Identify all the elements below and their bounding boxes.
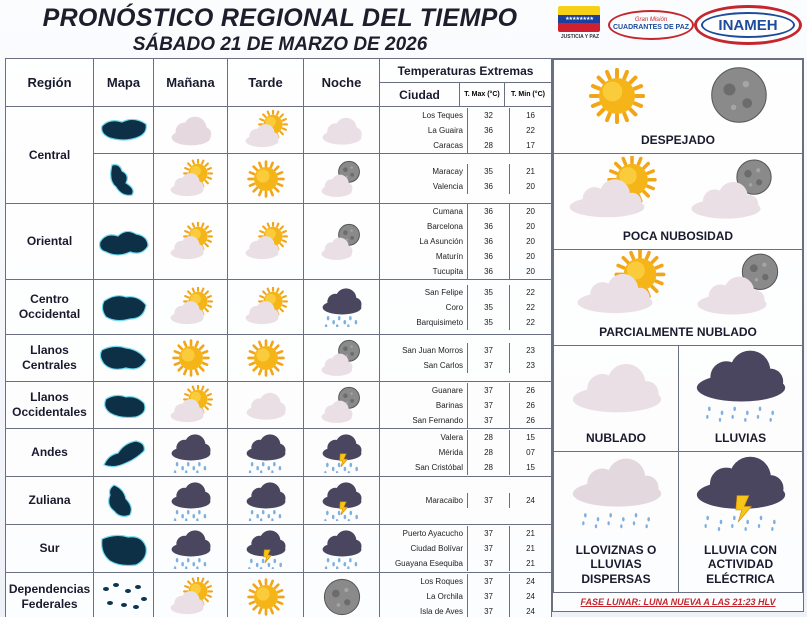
region-map: [94, 107, 154, 154]
city-temperatures: [380, 573, 552, 617]
city-name: Valencia: [432, 181, 464, 191]
city-tmin: 07: [509, 445, 551, 460]
city-row: [380, 123, 551, 138]
city-tmin: 22: [509, 315, 551, 330]
cloud-icon: [320, 110, 364, 150]
city-tmax: 36: [467, 234, 509, 249]
forecast-manana: [154, 107, 228, 154]
city-tmin: 24: [509, 604, 551, 617]
header-temperaturas: Temperaturas Extremas: [380, 59, 552, 83]
header-noche: Noche: [304, 59, 380, 107]
city-name: Caracas: [433, 140, 464, 150]
city-row: [380, 164, 551, 179]
city-tmax: 37: [467, 358, 509, 373]
header-tmax: T. Max (°C): [460, 83, 505, 107]
city-tmin: 26: [509, 383, 551, 398]
rain-icon: [169, 481, 213, 521]
city-name: Coro: [445, 302, 464, 312]
city-name: Maracay: [432, 166, 464, 176]
city-row: [380, 383, 551, 398]
city-name: La Orchila: [426, 592, 464, 601]
city-tmin: 21: [509, 164, 551, 179]
forecast-manana: [154, 154, 228, 204]
city-name: Mérida: [438, 448, 464, 457]
city-tmax: 28: [467, 138, 509, 153]
moon-cloud-icon: [691, 160, 771, 219]
city-name: Maracaibo: [425, 496, 464, 505]
legend-lluvias: [678, 345, 803, 452]
sun-icon: [244, 338, 288, 378]
moon-cloud-icon: [320, 338, 364, 378]
region-name: Centro Occidental: [6, 280, 94, 335]
city-name: San Cristóbal: [414, 463, 464, 472]
city-temperatures: [380, 382, 552, 429]
legend-despejado: [553, 59, 803, 154]
city-tmin: 22: [509, 285, 551, 300]
city-row: [380, 541, 551, 556]
sun-partly-icon: [244, 222, 288, 262]
forecast-noche: [304, 280, 380, 335]
city-name: San Fernando: [412, 415, 464, 425]
legend-label-electrica-1: LLUVIA CON: [704, 542, 777, 557]
city-tmin: 21: [509, 556, 551, 571]
region-map-icon: [96, 433, 152, 473]
city-name: Isla de Aves: [420, 607, 464, 616]
city-row: [380, 204, 551, 219]
city-name: Barquisimeto: [416, 317, 464, 327]
table-row: [6, 429, 552, 477]
legend-nublado: [553, 345, 679, 452]
city-tmax: 35: [467, 164, 509, 179]
rain-icon: [691, 348, 791, 426]
city-tmin: 15: [509, 460, 551, 475]
cuadrantes-de-paz-logo: Gran Misión CUADRANTES DE PAZ: [608, 10, 694, 42]
city-tmin: 26: [509, 413, 551, 428]
inameh-logo: INAMEH: [694, 5, 802, 45]
city-name: Valera: [440, 433, 464, 442]
city-name: Maturín: [435, 252, 464, 261]
cloud-icon: [244, 385, 288, 425]
moon-icon: [320, 577, 364, 617]
city-tmin: 26: [509, 398, 551, 413]
venezuela-flag-icon: ★★★★★★★★: [558, 6, 600, 32]
sun-partly-icon: [566, 156, 666, 222]
forecast-tarde: [228, 573, 304, 617]
region-map-icon: [96, 481, 152, 521]
city-name: Guayana Esequiba: [394, 559, 464, 568]
city-tmax: 36: [467, 123, 509, 138]
forecast-noche: [304, 335, 380, 382]
logos-bar: [556, 4, 804, 48]
header-mapa: Mapa: [94, 59, 154, 107]
region-map: [94, 477, 154, 525]
legend-label-nublado: NUBLADO: [586, 430, 646, 445]
city-temperatures: [380, 477, 552, 525]
region-map-icon: [96, 110, 152, 150]
city-row: [380, 493, 551, 508]
region-map: [94, 573, 154, 617]
sun-partly-icon: [169, 222, 213, 262]
region-map: [94, 335, 154, 382]
forecast-noche: [304, 382, 380, 429]
forecast-noche: [304, 107, 380, 154]
region-name: Central: [6, 107, 94, 204]
city-temperatures: [380, 107, 552, 154]
legend-label-lloviznas-1: LLOVIZNAS O: [575, 542, 657, 557]
table-row: [6, 525, 552, 573]
region-map-icon: [96, 338, 152, 378]
region-name: Andes: [6, 429, 94, 477]
city-name: Barcelona: [426, 222, 464, 231]
city-tmax: 37: [467, 343, 509, 358]
forecast-manana: [154, 573, 228, 617]
sun-icon: [244, 159, 288, 199]
city-row: [380, 526, 551, 541]
sun-icon: [584, 66, 650, 126]
cloud-icon: [573, 364, 661, 412]
moon-phase-note: FASE LUNAR: LUNA NUEVA A LAS 21:23 HLV: [580, 597, 776, 607]
sun-icon: [169, 338, 213, 378]
city-name: Cumana: [432, 207, 464, 216]
city-tmin: 20: [509, 264, 551, 279]
sun-partly-icon: [570, 157, 655, 217]
legend-label-parcialmente-nublado: PARCIALMENTE NUBLADO: [599, 324, 757, 339]
table-row: [6, 280, 552, 335]
city-name: La Asunción: [419, 237, 464, 246]
legend-label-lloviznas-3: DISPERSAS: [581, 571, 651, 586]
city-tmin: 23: [509, 358, 551, 373]
header-manana: Mañana: [154, 59, 228, 107]
region-name: Oriental: [6, 204, 94, 280]
drizzle-icon: [567, 456, 667, 532]
city-tmax: 35: [467, 300, 509, 315]
city-name: Los Teques: [422, 110, 464, 120]
sun-partly-icon: [578, 251, 664, 313]
city-row: [380, 445, 551, 460]
city-tmax: 36: [467, 204, 509, 219]
city-row: [380, 315, 551, 330]
region-map-icon: [96, 222, 152, 262]
city-tmax: 37: [467, 413, 509, 428]
city-tmax: 28: [467, 460, 509, 475]
city-tmax: 37: [467, 493, 509, 508]
city-row: [380, 574, 551, 589]
region-map: [94, 154, 154, 204]
city-tmin: 22: [509, 300, 551, 315]
storm-icon: [691, 454, 791, 534]
city-tmax: 37: [467, 604, 509, 617]
city-tmin: 24: [509, 589, 551, 604]
city-tmin: 16: [509, 108, 551, 123]
city-tmax: 28: [467, 445, 509, 460]
sun-partly-icon: [169, 287, 213, 327]
legend-label-electrica-2: ACTIVIDAD: [707, 557, 774, 572]
region-name: Zuliana: [6, 477, 94, 525]
legend-poca-nubosidad: [553, 153, 803, 250]
city-name: Los Roques: [420, 577, 464, 586]
city-row: [380, 556, 551, 571]
forecast-manana: [154, 429, 228, 477]
city-temperatures: [380, 335, 552, 382]
region-map-icon: [96, 529, 152, 569]
city-tmax: 37: [467, 556, 509, 571]
moon-cloud-icon: [688, 156, 788, 222]
city-row: [380, 398, 551, 413]
legend-lloviznas: [553, 451, 679, 593]
region-name: Llanos Centrales: [6, 335, 94, 382]
city-tmax: 37: [467, 589, 509, 604]
legend-label-lluvias: LLUVIAS: [714, 430, 767, 445]
region-map-icon: [96, 287, 152, 327]
table-row: [6, 477, 552, 525]
region-map-icon: [96, 385, 152, 425]
header-tmin: T. Min (°C): [505, 83, 552, 107]
city-row: [380, 138, 551, 153]
moon-cloud-icon: [694, 250, 794, 318]
legend-label-electrica-3: ELÉCTRICA: [706, 571, 775, 586]
moon-cloud-icon: [697, 254, 777, 314]
forecast-tarde: [228, 107, 304, 154]
forecast-manana: [154, 525, 228, 573]
forecast-tarde: [228, 204, 304, 280]
forecast-tarde: [228, 525, 304, 573]
sun-icon: [244, 577, 288, 617]
city-row: [380, 358, 551, 373]
city-name: San Juan Morros: [402, 346, 464, 355]
city-name: Tucupita: [432, 267, 464, 276]
city-row: [380, 460, 551, 475]
table-row: [6, 204, 552, 280]
storm-icon: [320, 433, 364, 473]
legend-panel: [552, 58, 804, 612]
city-row: [380, 234, 551, 249]
page-title: PRONÓSTICO REGIONAL DEL TIEMPO: [42, 4, 518, 32]
city-row: [380, 300, 551, 315]
table-row: [6, 335, 552, 382]
city-row: [380, 343, 551, 358]
city-tmin: 20: [509, 249, 551, 264]
city-row: [380, 430, 551, 445]
rain-icon: [320, 529, 364, 569]
sun-icon: [591, 70, 643, 122]
forecast-noche: [304, 573, 380, 617]
rain-icon: [244, 481, 288, 521]
city-name: Ciudad Bolívar: [410, 544, 464, 553]
city-tmin: 21: [509, 526, 551, 541]
sun-partly-icon: [244, 110, 288, 150]
city-tmax: 37: [467, 398, 509, 413]
forecast-noche: [304, 204, 380, 280]
region-map: [94, 429, 154, 477]
table-row: [6, 382, 552, 429]
city-row: [380, 604, 551, 617]
city-tmin: 22: [509, 123, 551, 138]
partly-cloudy-icon: [169, 110, 213, 150]
forecast-tarde: [228, 477, 304, 525]
city-tmax: 28: [467, 430, 509, 445]
forecast-tarde: [228, 280, 304, 335]
city-tmax: 36: [467, 219, 509, 234]
city-tmin: 23: [509, 343, 551, 358]
city-name: San Carlos: [423, 361, 464, 370]
legend-parcialmente-nublado: [553, 249, 803, 346]
rain-icon: [169, 433, 213, 473]
city-name: San Felipe: [424, 287, 464, 297]
city-temperatures: [380, 204, 552, 280]
table-row: [6, 573, 552, 617]
city-tmax: 37: [467, 383, 509, 398]
forecast-manana: [154, 382, 228, 429]
region-map-icon: [96, 577, 152, 617]
city-temperatures: [380, 429, 552, 477]
city-tmax: 37: [467, 574, 509, 589]
rain-icon: [320, 287, 364, 327]
city-tmin: 24: [509, 493, 551, 508]
city-tmin: 20: [509, 234, 551, 249]
city-row: [380, 249, 551, 264]
forecast-manana: [154, 335, 228, 382]
page-date: SÁBADO 21 DE MARZO DE 2026: [132, 34, 428, 55]
moon-cloud-icon: [320, 222, 364, 262]
forecast-tarde: [228, 429, 304, 477]
flag-caption: JUSTICIA Y PAZ: [560, 34, 600, 40]
forecast-tarde: [228, 335, 304, 382]
city-temperatures: [380, 525, 552, 573]
city-tmin: 15: [509, 430, 551, 445]
city-row: [380, 219, 551, 234]
sun-partly-icon: [169, 577, 213, 617]
city-name: La Guaira: [427, 125, 464, 135]
forecast-noche: [304, 154, 380, 204]
city-row: [380, 589, 551, 604]
city-tmax: 36: [467, 264, 509, 279]
city-row: [380, 285, 551, 300]
rain-icon: [169, 529, 213, 569]
sun-partly-icon: [574, 250, 674, 318]
city-tmin: 20: [509, 204, 551, 219]
city-tmin: 20: [509, 219, 551, 234]
legend-actividad-electrica: [678, 451, 803, 593]
city-tmax: 35: [467, 285, 509, 300]
storm-icon: [320, 481, 364, 521]
header: [30, 4, 530, 56]
header-tarde: Tarde: [228, 59, 304, 107]
sun-partly-icon: [169, 159, 213, 199]
city-tmin: 21: [509, 541, 551, 556]
rain-icon: [244, 433, 288, 473]
moon-cloud-icon: [320, 159, 364, 199]
region-map: [94, 525, 154, 573]
city-row: [380, 264, 551, 279]
sun-partly-icon: [169, 385, 213, 425]
region-map: [94, 382, 154, 429]
table-row: [6, 107, 552, 154]
city-tmax: 32: [467, 108, 509, 123]
region-map: [94, 204, 154, 280]
legend-label-despejado: DESPEJADO: [640, 132, 716, 147]
forecast-manana: [154, 204, 228, 280]
cloud-icon: [567, 350, 667, 422]
city-name: Puerto Ayacucho: [402, 529, 464, 538]
region-name: Dependencias Federales: [6, 573, 94, 617]
forecast-manana: [154, 280, 228, 335]
forecast-noche: [304, 429, 380, 477]
region-name: Llanos Occidentales: [6, 382, 94, 429]
header-region: Región: [6, 59, 94, 107]
rain-icon: [697, 351, 785, 422]
city-tmin: 24: [509, 574, 551, 589]
city-row: [380, 108, 551, 123]
city-tmax: 36: [467, 179, 509, 194]
legend-label-poca-nubosidad: POCA NUBOSIDAD: [622, 228, 734, 243]
forecast-tarde: [228, 382, 304, 429]
moon-cloud-icon: [320, 385, 364, 425]
legend-label-lloviznas-2: LLUVIAS: [590, 557, 642, 572]
city-tmin: 17: [509, 138, 551, 153]
forecast-table: [5, 58, 552, 617]
storm-icon: [244, 529, 288, 569]
forecast-noche: [304, 525, 380, 573]
sun-partly-icon: [244, 287, 288, 327]
moon-icon: [712, 68, 767, 123]
city-tmax: 36: [467, 249, 509, 264]
drizzle-icon: [573, 459, 661, 529]
city-tmin: 20: [509, 179, 551, 194]
city-temperatures: [380, 154, 552, 204]
city-tmax: 35: [467, 315, 509, 330]
forecast-tarde: [228, 154, 304, 204]
forecast-noche: [304, 477, 380, 525]
header-ciudad: Ciudad: [380, 83, 460, 107]
region-map: [94, 280, 154, 335]
region-map-icon: [96, 159, 152, 199]
city-name: Barinas: [435, 400, 464, 410]
city-name: Guanare: [431, 385, 464, 395]
city-row: [380, 179, 551, 194]
city-row: [380, 413, 551, 428]
city-tmax: 37: [467, 526, 509, 541]
forecast-manana: [154, 477, 228, 525]
storm-icon: [697, 457, 785, 531]
city-tmax: 37: [467, 541, 509, 556]
city-temperatures: [380, 280, 552, 335]
moon-icon: [706, 64, 772, 126]
region-name: Sur: [6, 525, 94, 573]
